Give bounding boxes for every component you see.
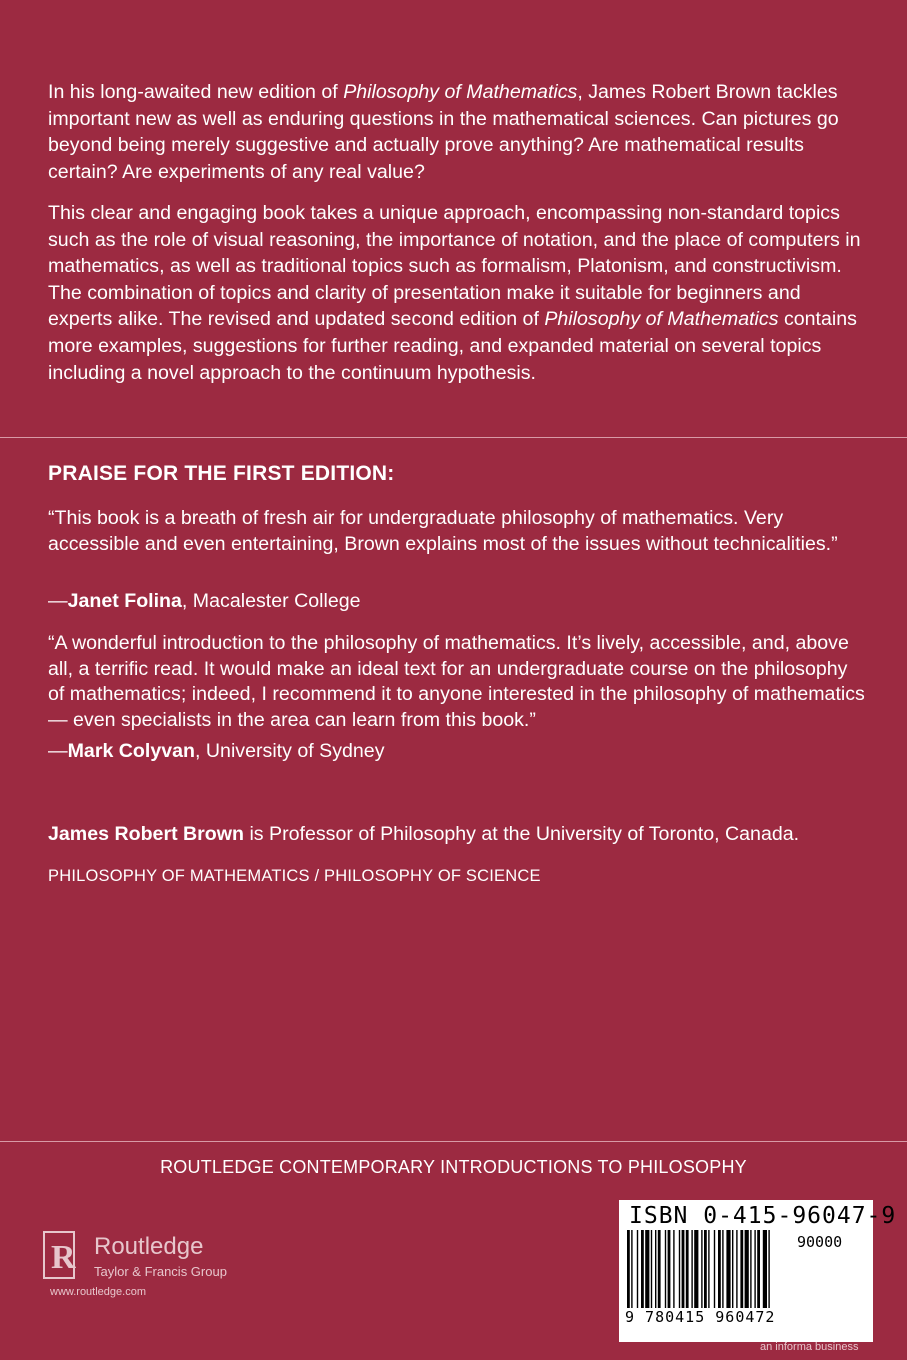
barcode-bar xyxy=(745,1230,749,1308)
barcode-bar xyxy=(691,1230,692,1308)
intro-book-title: Philosophy of Mathematics xyxy=(343,81,578,103)
barcode-bar xyxy=(655,1230,656,1308)
barcode-bar xyxy=(736,1230,737,1308)
author-bio-text: is Professor of Philosophy at the University of Toronto, Canada. xyxy=(244,823,800,845)
intro-lead: In his long-awaited new edition of xyxy=(48,81,344,103)
barcode-bar xyxy=(682,1230,685,1308)
description-paragraph xyxy=(48,200,868,386)
description-book-title: Philosophy of Mathematics xyxy=(544,308,779,331)
publisher-group: Taylor & Francis Group xyxy=(94,1264,227,1279)
barcode-bar xyxy=(726,1230,730,1308)
isbn-number: ISBN 0-415-96047-9 xyxy=(629,1203,897,1229)
attribution-name: Janet Folina xyxy=(67,590,182,612)
barcode-bar xyxy=(673,1230,674,1308)
praise-attribution-1 xyxy=(48,590,361,613)
barcode-bar xyxy=(701,1230,702,1308)
publisher-url: www.routledge.com xyxy=(50,1286,146,1298)
praise-quote-2: “A wonderful introduction to the philosophy of mathematics. It’s lively, accessible, and, above all, a terrific read. It would make an ideal text for an undergraduate course on the philosophy of mathematics; indeed, I recommend it to anyone interested in the philosophy of mathematics — even specialists in the area can learn from this book.” xyxy=(48,632,865,731)
praise-heading: PRAISE FOR THE FIRST EDITION: xyxy=(48,462,395,485)
barcode-bar xyxy=(631,1230,632,1308)
attribution-affiliation: , Macalester College xyxy=(181,590,361,612)
barcode-bar xyxy=(668,1230,671,1308)
barcode-bar xyxy=(686,1230,689,1308)
attribution-dash: — xyxy=(48,740,68,762)
barcode-bar xyxy=(750,1230,751,1308)
barcode-bar xyxy=(658,1230,661,1308)
barcode-bar xyxy=(708,1230,709,1308)
barcode-bar xyxy=(665,1230,666,1308)
routledge-r-icon xyxy=(42,1230,86,1282)
svg-text:R: R xyxy=(51,1239,76,1276)
barcode-bar xyxy=(627,1230,630,1308)
barcode-bar xyxy=(679,1230,680,1308)
intro-rest: , James Robert Brown tackles important new as well as enduring questions in the mathematical sciences. Can pictures go beyond being merely suggestive and actually prove anything? Are mathematical results certain? Are experiments of any real value? xyxy=(48,81,839,183)
ean-number: 9 780415 960472 xyxy=(625,1308,776,1326)
barcode-bar xyxy=(637,1230,638,1308)
description-lead: This clear and engaging book takes a unique approach, encompassing non-standard topics such as the role of visual reasoning, the importance of notation, and the place of computers in mathematics, as well as traditional topics such as formalism, Platonism, and constructivism. The combination of topics and clarity of presentation make it suitable for beginners and experts alike. The revised and updated second edition of xyxy=(48,202,861,331)
barcode-bar xyxy=(641,1230,644,1308)
barcode-bar xyxy=(718,1230,721,1308)
barcode-bar xyxy=(763,1230,767,1308)
divider-top xyxy=(0,437,907,438)
isbn-barcode xyxy=(619,1200,897,1342)
barcode-bar xyxy=(754,1230,755,1308)
subject-category: PHILOSOPHY OF MATHEMATICS / PHILOSOPHY OF SCIENCE xyxy=(48,867,541,885)
barcode-bar xyxy=(740,1230,743,1308)
barcode-bar xyxy=(645,1230,649,1308)
praise-attribution-2 xyxy=(48,740,385,763)
informa-tagline: an informa business xyxy=(760,1341,859,1353)
praise-quote-1: “This book is a breath of fresh air for undergraduate philosophy of mathematics. Very accessible and even entertaining, Brown explains most of the issues without technicalities.” xyxy=(48,507,838,555)
attribution-name: Mark Colyvan xyxy=(67,740,196,762)
barcode-bar xyxy=(768,1230,769,1308)
barcode-bar xyxy=(732,1230,733,1308)
barcode-bar xyxy=(714,1230,715,1308)
description-rest: contains more examples, suggestions for further reading, and expanded material on several topics including a novel approach to the continuum hypothesis. xyxy=(48,308,857,384)
barcode-bar xyxy=(704,1230,707,1308)
barcode-bar xyxy=(694,1230,698,1308)
attribution-dash: — xyxy=(48,590,68,612)
barcode-bar xyxy=(757,1230,760,1308)
author-bio xyxy=(48,823,799,846)
price-code: 90000 xyxy=(797,1233,843,1251)
series-title: ROUTLEDGE CONTEMPORARY INTRODUCTIONS TO PHILOSOPHY xyxy=(160,1157,747,1177)
divider-bottom xyxy=(0,1141,907,1142)
intro-paragraph xyxy=(48,79,868,185)
barcode-bar xyxy=(651,1230,652,1308)
author-name: James Robert Brown xyxy=(48,823,244,845)
barcode-bar xyxy=(722,1230,723,1308)
attribution-affiliation: , University of Sydney xyxy=(195,740,385,762)
publisher-name: Routledge xyxy=(94,1233,204,1260)
